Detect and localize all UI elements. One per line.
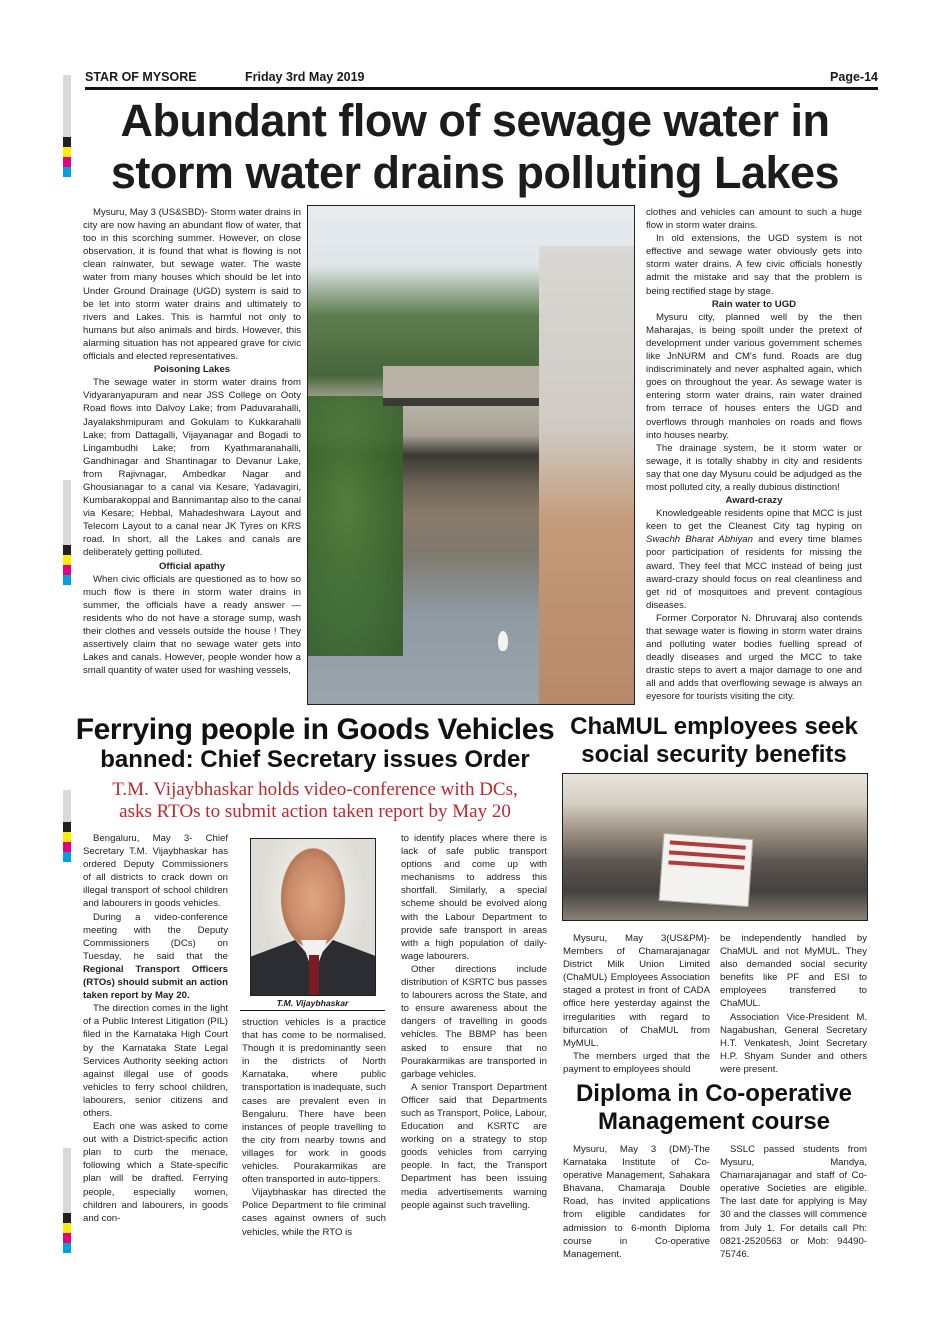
paragraph (646, 507, 862, 612)
paragraph: The members urged that the payment to employees should (563, 1050, 710, 1075)
protest-banner (659, 833, 754, 907)
paragraph: The sewage water in storm water drains from Vidyaranyapuram and near JSS College on Ooty Road flows into Dalvoy Lake; from Paduvarahalli, Jayalakshmipuram and Gokulam to Kukkarahalli Lake; from Dattagalli, Vijayanagar and Bogadi to Lingambudhi Lake; from Kyathmaranahalli, Gandhinagar and Shantinagar to Devanur Lake, from Rajivnagar, Ambedkar Nagar and Ghousianagar to a canal via Kesare, Yadavagiri, Kumbarakoppal and Bannimantap also to the canal via Kesare; Hebbal, Mahadeshwara Layout and Telecom Layout to a canal near JK Tyres on KRS road. In short, all the Lakes and canals are deliberately getting polluted. (83, 377, 301, 559)
headline-line2: social security benefits (581, 741, 847, 768)
paragraph: Each one was asked to come out with a District-specific action plan to curb the menace, following which a State-specific plan will be drafted. Ferrying people, especially women, children and labourers, in goods and con- (83, 1121, 228, 1224)
story2-deck (70, 779, 560, 823)
subheading: Award-crazy (725, 495, 783, 507)
text-run: During a video-conference meeting with the Deputy Commissioners (DCs) on Tuesday, he said that the (83, 911, 228, 962)
paragraph: struction vehicles is a practice that has come to be normalised. Though it is predominantly seen in the districts of North Karnataka, where public transportation is inadequate, such cases are prevalent even in Bengaluru. There have been instances of people travelling to the city from nearby towns and villages for work in goods vehicles. Pourakarmikas are often transported in auto-tippers. (242, 1017, 386, 1186)
deck-line2: asks RTOs to submit action taken report by May 20 (119, 801, 511, 822)
story1-column-2 (646, 206, 862, 704)
story2-headline-line1: Ferrying people in Goods Vehicles (75, 713, 555, 746)
main-headline-line1: Abundant flow of sewage water in (120, 95, 830, 146)
paragraph: to identify places where there is lack of safe public transport options and come up with mechanisms to address this shortfall. Similarly, a special scheme should be evolved along with the Labour Department to provide safe transport in areas with a high population of daily-wage labourers. (401, 833, 547, 962)
paragraph: Mysuru, May 3(US&PM)- Members of Chamarajanagar District Milk Union Limited (ChaMUL) Employees Association staged a protest in front of CADA office here yesterday against the irregularities with regard to bifurcation of ChaMUL from MyMUL. (563, 933, 710, 1049)
paragraph: When civic officials are questioned as to how so much flow is there in storm water drains in summer, the officials have a ready answer — residents who do not have a storage sump, wash their clothes and vessels outside the house ! They assertively claim that no sewage water gets into Lakes and canals. However, people wonder how a small quantity of water used for washing vessels, (83, 573, 301, 677)
paragraph: The drainage system, be it storm water or sewage, it is totally shabby in city and residents say that one day Mysuru could be adjudged as the most polluted city, a really dubious distinction! (646, 442, 862, 493)
story3-headline (558, 713, 870, 769)
story1-column-1 (83, 206, 301, 677)
compound-wall (539, 246, 634, 705)
masthead (85, 70, 878, 90)
main-headline-line2: storm water drains polluting Lakes (110, 147, 840, 198)
text-run: Knowledgeable residents opine that MCC is just keen to get the Cleanest City tag hyping on (646, 508, 862, 533)
subheading: Poisoning Lakes (153, 364, 231, 376)
story2-column-1 (83, 832, 228, 1225)
paragraph: SSLC passed students from Mysuru, Mandya, Chamarajanagar and staff of Co-operative Societies are eligible. The last date for applying is May 30 and the classes will commence from July 1. For details call Ph: 0821-2520563 or Mob: 94490-75746. (720, 1144, 867, 1260)
paragraph: In old extensions, the UGD system is not effective and sewage water obviously gets into storm water drains. A few civic officials honestly admit the mistake and say that the problem is being rectified stage by stage. (646, 233, 862, 297)
story3-column-2 (720, 932, 867, 1076)
color-registration-mark (63, 480, 71, 585)
story2-headline-line2: banned: Chief Secretary issues Order (100, 746, 530, 773)
text-run-bold: Regional Transport Officers (RTOs) should submit an action taken report by May 20. (83, 963, 228, 1002)
subheading: Official apathy (158, 560, 226, 572)
tie (309, 955, 319, 995)
newspaper-name: STAR OF MYSORE (85, 70, 197, 84)
story2-column-3 (401, 832, 547, 1212)
paragraph: Mysuru, May 3 (US&SBD)- Storm water drains in city are now having an abundant flow of water, that too in this scorching summer. However, on close observation, it is found that what is flowing is not clean rainwater, but sewage water. The waste water from many houses which should be let into Under Ground Drainage (UGD) system is said to be let into storm water drains and ultimately to rivers and Lakes. This is harmful not only to humans but also animals and birds. However, this alarming situation has not appeared grave for civic officials and elected representatives. (83, 207, 301, 363)
paragraph: A senior Transport Department Officer said that Departments such as Transport, Police, Labour, Education and KSRTC are working on a strategy to stop goods vehicles from carrying people. In fact, the Transport Department has been issuing media advertisements warning people against such travelling. (401, 1081, 547, 1211)
storm-water-drain-photo (307, 205, 635, 705)
chief-secretary-portrait (250, 838, 376, 996)
story4-column-1 (563, 1143, 710, 1261)
text-run: and every time blames poor participation of residents for missing the award. They feel that MCC instead of being just award-crazy should focus on real cleanliness and get rid of mosquitoes and prevent contagious diseases. (646, 534, 862, 611)
story4-column-2 (720, 1143, 867, 1261)
paragraph: be independently handled by ChaMUL and not MyMUL. They also demanded social security benefits like PF and ESI to employees transferred to ChaMUL. (720, 933, 867, 1010)
paragraph: Vijaybhaskar has directed the Police Department to file criminal cases against owners of such vehicles, while the RTO is (242, 1187, 386, 1238)
paragraph: Bengaluru, May 3- Chief Secretary T.M. Vijaybhaskar has ordered Deputy Commissioners of all districts to crack down on illegal transport of school children and labourers in goods vehicles. (83, 833, 228, 910)
color-registration-mark (63, 1148, 71, 1253)
paragraph: Mysuru city, planned well by the then Maharajas, is being spoilt under the pretext of development under various government schemes like JnNURM and CM's fund. Roads are dug indiscriminately and never asphalted again, which goes on throughout the year. As sewage water is entering storm water drains, rain water drained from terrace of houses enters the UGD and overflows through manholes on roads and flows into houses nearby. (646, 311, 862, 441)
main-headline (70, 95, 880, 199)
vegetation (308, 396, 403, 656)
story3-column-1 (563, 932, 710, 1076)
issue-date: Friday 3rd May 2019 (245, 70, 365, 84)
headline-line1: Diploma in Co-operative (575, 1080, 853, 1107)
paragraph: Other directions include distribution of KSRTC bus passes to labourers across the State, and to ensure awareness about the dangers of travelling in goods vehicles. The BBMP has been asked to ensure that no Pourakarmikas are transported in garbage vehicles. (401, 963, 547, 1080)
page-number: Page-14 (830, 70, 878, 84)
paragraph: Former Corporator N. Dhruvaraj also contends that sewage water is flowing in storm water drains and polluting water bodies fuelling spread of deadly diseases and urged the MCC to take drastic steps to avert a major damage to one and all and adds that overflowing sewage is always an eyesore for tourists visiting the city. (646, 612, 862, 703)
chamul-protest-photo (562, 773, 868, 921)
headline-line2: Management course (597, 1108, 831, 1135)
egret-bird (498, 631, 508, 651)
paragraph (83, 911, 228, 1003)
headline-line1: ChaMUL employees seek (570, 713, 858, 740)
paragraph: Association Vice-President M. Nagabushan, General Secretary H.T. Venkatesh, Joint Secretary H.P. Shyam Sunder and others were present. (720, 1011, 867, 1075)
subheading: Rain water to UGD (711, 298, 797, 310)
text-run-italic: Swachh Bharat Abhiyan (646, 534, 753, 546)
story4-headline (558, 1080, 870, 1136)
paragraph: clothes and vehicles can amount to such a huge flow in storm water drains. (646, 207, 862, 232)
deck-line1: T.M. Vijaybhaskar holds video-conference with DCs, (112, 779, 518, 800)
story2-column-2 (242, 1016, 386, 1239)
portrait-caption: T.M. Vijaybhaskar (240, 998, 385, 1011)
paragraph: The direction comes in the light of a Public Interest Litigation (PIL) filed in the Karnataka High Court by the Karnataka State Legal Services Authority seeking action against illegal use of goods vehicles to ferry school children, labourers, senior citizens and others. (83, 1003, 228, 1119)
paragraph: Mysuru, May 3 (DM)-The Karnataka Institute of Co-operative Management, Sahakara Bhavana, Chamaraja Double Road, has invited applications from eligible candidates for admission to 6-month Diploma course in Co-operative Management. (563, 1144, 710, 1260)
culvert-bridge (383, 366, 543, 406)
